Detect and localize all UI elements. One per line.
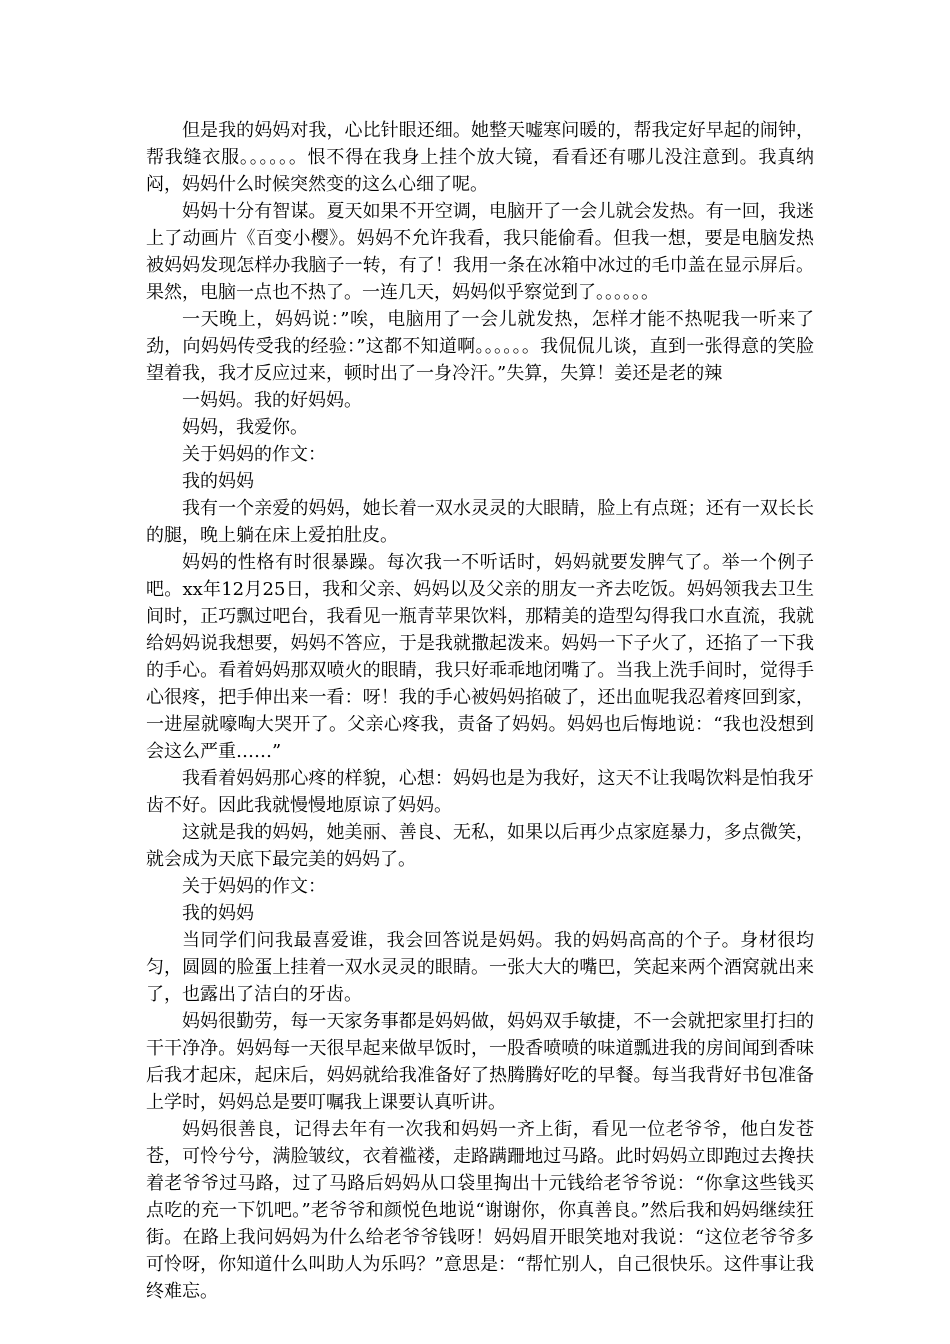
section-heading: 关于妈妈的作文： — [182, 876, 326, 897]
paragraph: 我看着妈妈那心疼的样貌，心想：妈妈也是为我好，这天不让我喝饮料是怕我牙齿不好。因此我就慢慢地原谅了妈妈。 — [146, 768, 814, 816]
paragraph: 但是我的妈妈对我，心比针眼还细。她整天嘘寒问暖的，帮我定好早起的闹钟，帮我缝衣服。。。。。。恨不得在我身上挂个放大镜，看看还有哪儿没注意到。我真纳闷，妈妈什么时候突然变的这么心细了呢。 — [146, 120, 814, 195]
paragraph: 一天晚上，妈妈说：”唉，电脑用了一会儿就发热，怎样才能不热呢我一听来了劲，向妈妈传受我的经验：”这都不知道啊。。。。。。我侃侃儿谈，直到一张得意的笑脸望着我，我才反应过来，顿时出了一身冷汗。”失算，失算！姜还是老的辣 — [146, 309, 814, 384]
paragraph: 一妈妈。我的好妈妈。 — [182, 390, 362, 411]
paragraph: 妈妈很勤劳，每一天家务事都是妈妈做，妈妈双手敏捷，不一会就把家里打扫的干干净净。妈妈每一天很早起来做早饭时，一股香喷喷的味道瓢进我的房间闻到香味后我才起床，起床后，妈妈就给我准备好了热腾腾好吃的早餐。每当我背好书包准备上学时，妈妈总是要叮嘱我上课要认真听讲。 — [146, 1011, 814, 1113]
essay-title: 我的妈妈 — [182, 903, 254, 924]
paragraph: 这就是我的妈妈，她美丽、善良、无私，如果以后再少点家庭暴力，多点微笑，就会成为天底下最完美的妈妈了。 — [146, 822, 814, 870]
paragraph: 我有一个亲爱的妈妈，她长着一双水灵灵的大眼睛，脸上有点斑；还有一双长长的腿，晚上躺在床上爱拍肚皮。 — [146, 498, 814, 546]
paragraph: 妈妈，我爱你。 — [182, 417, 308, 438]
paragraph: 当同学们问我最喜爱谁，我会回答说是妈妈。我的妈妈高高的个子。身材很均匀，圆圆的脸蛋上挂着一双水灵灵的眼睛。一张大大的嘴巴，笑起来两个酒窝就出来了，也露出了洁白的牙齿。 — [146, 930, 814, 1005]
paragraph: 妈妈的性格有时很暴躁。每次我一不听话时，妈妈就要发脾气了。举一个例子吧。xx年12月25日，我和父亲、妈妈以及父亲的朋友一齐去吃饭。妈妈领我去卫生间时，正巧飘过吧台，我看见一瓶青苹果饮料，那精美的造型勾得我口水直流，我就给妈妈说我想要，妈妈不答应，于是我就撒起泼来。妈妈一下子火了，还掐了一下我的手心。看着妈妈那双喷火的眼睛，我只好乖乖地闭嘴了。当我上洗手间时，觉得手心很疼，把手伸出来一看：呀！我的手心被妈妈掐破了，还出血呢我忍着疼回到家，一进屋就嚎啕大哭开了。父亲心疼我，责备了妈妈。妈妈也后悔地说：“我也没想到会这么严重……” — [146, 552, 814, 762]
paragraph: 妈妈十分有智谋。夏天如果不开空调，电脑开了一会儿就会发热。有一回，我迷上了动画片《百变小樱》。妈妈不允许我看，我只能偷看。但我一想，要是电脑发热被妈妈发现怎样办我脑子一转，有了！我用一条在冰箱中冰过的毛巾盖在显示屏后。果然，电脑一点也不热了。一连几天，妈妈似乎察觉到了。。。。。。 — [146, 201, 814, 303]
paragraph: 妈妈很善良，记得去年有一次我和妈妈一齐上街，看见一位老爷爷，他白发苍苍，可怜兮兮，满脸皱纹，衣着褴褛，走路蹒跚地过马路。此时妈妈立即跑过去搀扶着老爷爷过马路，过了马路后妈妈从口袋里掏出十元钱给老爷爷说：“你拿这些钱买点吃的充一下饥吧。”老爷爷和颜悦色地说“谢谢你，你真善良。”然后我和妈妈继续狂街。在路上我问妈妈为什么给老爷爷钱呀！妈妈眉开眼笑地对我说：“这位老爷爷多可怜呀，你知道什么叫助人为乐吗？”意思是：“帮忙别人，自己很快乐。这件事让我终难忘。 — [146, 1119, 814, 1302]
essay-body — [146, 117, 814, 1305]
essay-title: 我的妈妈 — [182, 471, 254, 492]
section-heading: 关于妈妈的作文： — [182, 444, 326, 465]
